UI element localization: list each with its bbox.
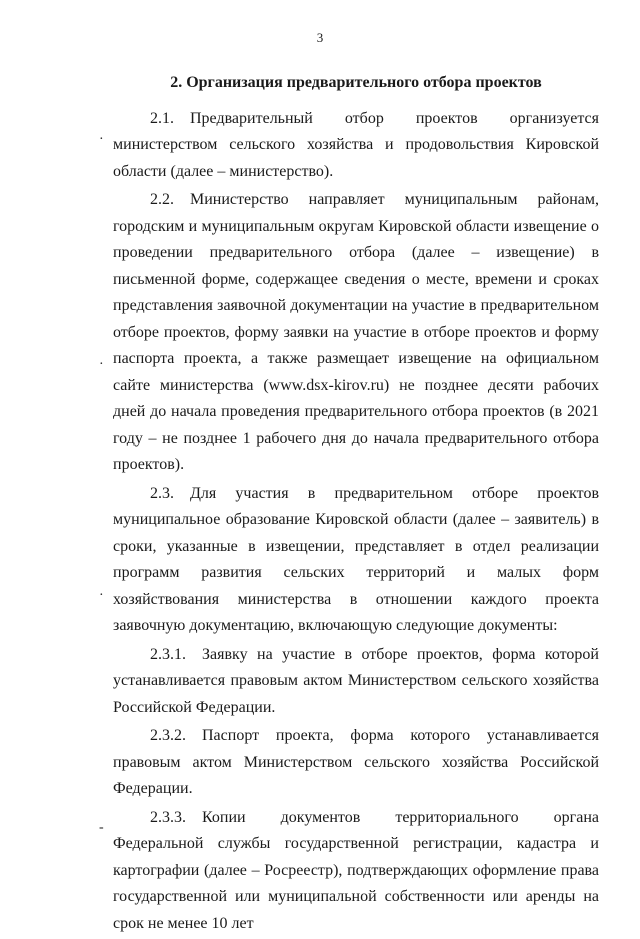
margin-mark: ·	[99, 357, 104, 372]
paragraph-text: Паспорт проекта, форма которого устанавливается правовым актом Министерством сельского хозяйства Российской Федерации.	[113, 727, 599, 797]
margin-mark: ·	[99, 588, 104, 603]
paragraph-2-3	[113, 481, 599, 640]
margin-mark: -	[99, 820, 104, 835]
paragraph-text: Для участия в предварительном отборе проектов муниципальное образование Кировской области (далее – заявитель) в сроки, указанные в извещении, представляет в отдел реализации программ развития сельских территорий и малых форм хозяйствования министерства в отношении каждого проекта заявочную документацию, включающую следующие документы:	[113, 484, 599, 634]
document-body	[113, 70, 599, 939]
paragraph-text: Копии документов территориального органа Федеральной службы государственной регистрации, кадастра и картографии (далее – Росреестр), подтверждающих оформление права государственной или муниципальной собственности или аренды на срок не менее 10 лет	[113, 808, 599, 932]
paragraph-2-3-1	[113, 642, 599, 722]
paragraph-2-3-3	[113, 805, 599, 938]
paragraph-number: 2.1.	[150, 109, 174, 127]
paragraph-text: Предварительный отбор проектов организуется министерством сельского хозяйства и продовольствия Кировской области (далее – министерство).	[113, 109, 599, 180]
paragraph-text: Заявку на участие в отборе проектов, форма которой устанавливается правовым актом Министерством сельского хозяйства Российской Федерации.	[113, 645, 599, 716]
paragraph-number: 2.2.	[150, 191, 174, 208]
paragraph-number: 2.3.	[150, 484, 174, 502]
paragraph-text: Министерство направляет муниципальным районам, городским и муниципальным округам Кировской области извещение о проведении предварительного отбора (далее – извещение) в письменной форме, содержащее сведения о месте, времени и сроках представления заявочной документации на участие в предварительном отборе проектов, форму заявки на участие в отборе проектов и форму паспорта проекта, а также размещает извещение на официальном сайте министерства (www.dsx-kirov.ru) не позднее десяти рабочих дней до начала проведения предварительного отбора проектов (в 2021 году – не позднее 1 рабочего дня до начала предварительного отбора проектов).	[113, 191, 599, 473]
paragraph-2-3-2	[113, 723, 599, 803]
paragraph-number: 2.3.2.	[150, 727, 186, 744]
paragraph-number: 2.3.3.	[150, 808, 186, 826]
margin-mark: ·	[99, 132, 104, 147]
section-heading: 2. Организация предварительного отбора проектов	[170, 74, 542, 91]
page-number: 3	[316, 30, 324, 45]
paragraph-number: 2.3.1.	[150, 645, 186, 663]
paragraph-2-1	[113, 106, 599, 186]
paragraph-2-2	[113, 187, 599, 479]
